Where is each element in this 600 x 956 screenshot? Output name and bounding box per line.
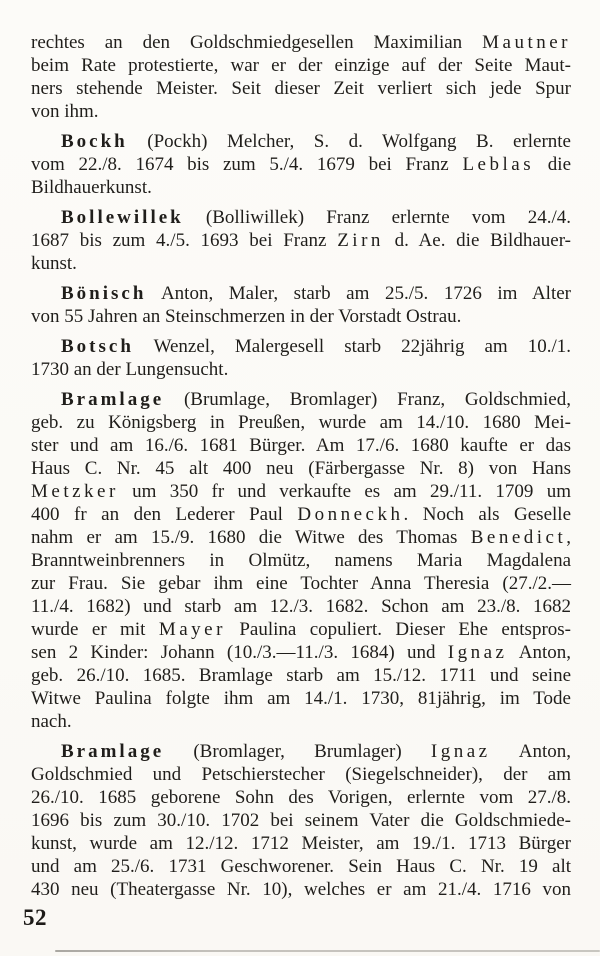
- text-block: [31, 31, 571, 901]
- text-segment: rechtes an den Goldschmiedgesellen Maximilian: [31, 32, 483, 53]
- text-line: [31, 855, 571, 878]
- text-line: [31, 388, 571, 411]
- text-line: [31, 282, 571, 305]
- entry-bollewillek: [31, 206, 571, 275]
- entry-boenisch: [31, 282, 571, 328]
- text-line: [31, 763, 571, 786]
- spaced-name: Mayer: [158, 619, 226, 640]
- text-line: [31, 740, 571, 763]
- text-line: [31, 130, 571, 153]
- text-segment: sen 2 Kinder: Johann (10./3.—11./3. 1684) und: [31, 642, 448, 663]
- text-segment: (Bromlager, Brumlager): [164, 741, 431, 762]
- text-segment: vom 22./8. 1674 bis zum 5./4. 1679 bei Franz: [31, 154, 463, 175]
- text-segment: nahm er am 15./9. 1680 die Witwe des Thomas: [31, 527, 471, 548]
- text-segment: Anton,: [490, 741, 571, 762]
- text-segment: Bildhauerkunst.: [31, 177, 152, 198]
- text-line: [31, 457, 571, 480]
- text-segment: (Pockh) Melcher, S. d. Wolfgang B. erlernte: [127, 131, 571, 152]
- spaced-name: Donneckh: [297, 504, 404, 525]
- text-segment: d. Ae. die Bildhauer-: [383, 230, 571, 251]
- text-line: [31, 687, 571, 710]
- text-segment: Branntweinbrenners in Olmütz, namens Maria Magdalena: [31, 550, 571, 571]
- text-line: [31, 411, 571, 434]
- text-line: [31, 641, 571, 664]
- headword: Bramlage: [61, 389, 165, 410]
- headword: Bramlage: [61, 741, 165, 762]
- text-segment: ners stehende Meister. Seit dieser Zeit verliert sich jede Spur: [31, 78, 571, 99]
- text-line: [31, 549, 571, 572]
- text-segment: nach.: [31, 711, 72, 732]
- spaced-name: Benedict: [470, 527, 567, 548]
- entry-botsch: [31, 335, 571, 381]
- text-segment: 400 fr an den Lederer Paul: [31, 504, 298, 525]
- text-segment: 1730 an der Lungensucht.: [31, 359, 229, 380]
- entry-bramlage-ignaz: [31, 740, 571, 901]
- text-segment: Goldschmied und Petschierstecher (Siegelschneider), der am: [31, 764, 571, 785]
- text-segment: (Bolliwillek) Franz erlernte vom 24./4.: [183, 207, 571, 228]
- spaced-name: Mautner: [482, 32, 571, 53]
- entry-bramlage-franz: [31, 388, 571, 733]
- text-line: [31, 832, 571, 855]
- text-line: [31, 480, 571, 503]
- page-number: 52: [23, 905, 47, 930]
- text-line: [31, 434, 571, 457]
- text-line: [31, 31, 571, 54]
- spaced-name: Ignaz: [430, 741, 491, 762]
- entry-continuation-mautner: [31, 31, 571, 123]
- text-segment: Wenzel, Malergesell starb 22jährig am 10./1.: [133, 336, 571, 357]
- scan-artifact-line: [55, 950, 600, 952]
- text-line: [31, 878, 571, 901]
- text-segment: Anton,: [507, 642, 572, 663]
- spaced-name: Metzker: [31, 481, 119, 502]
- text-line: [31, 305, 571, 328]
- text-segment: 1696 bis zum 30./10. 1702 bei seinem Vater die Goldschmiede-: [31, 810, 571, 831]
- text-segment: (Brumlage, Bromlager) Franz, Goldschmied,: [164, 389, 571, 410]
- text-line: [31, 526, 571, 549]
- text-line: [31, 809, 571, 832]
- text-segment: kunst, wurde am 12./12. 1712 Meister, am 19./1. 1713 Bürger: [31, 833, 571, 854]
- text-segment: die: [534, 154, 571, 175]
- text-segment: Haus C. Nr. 45 alt 400 neu (Färbergasse Nr. 8) von Hans: [31, 458, 571, 479]
- text-line: [31, 229, 571, 252]
- text-line: [31, 335, 571, 358]
- text-segment: 11./4. 1682) und starb am 12./3. 1682. Schon am 23./8. 1682: [31, 596, 571, 617]
- text-line: [31, 664, 571, 687]
- text-line: [31, 100, 571, 123]
- text-line: [31, 358, 571, 381]
- text-line: [31, 54, 571, 77]
- text-line: [31, 252, 571, 275]
- text-segment: von ihm.: [31, 101, 99, 122]
- spaced-name: Leblas: [462, 154, 535, 175]
- text-line: [31, 572, 571, 595]
- text-segment: wurde er mit: [31, 619, 159, 640]
- text-segment: 430 neu (Theatergasse Nr. 10), welches er am 21./4. 1716 von: [31, 879, 571, 900]
- text-segment: ster und am 16./6. 1681 Bürger. Am 17./6. 1680 kaufte er das: [31, 435, 571, 456]
- text-segment: und am 25./6. 1731 Geschworener. Sein Haus C. Nr. 19 alt: [31, 856, 571, 877]
- text-segment: geb. 26./10. 1685. Bramlage starb am 15./12. 1711 und seine: [31, 665, 571, 686]
- headword: Bockh: [61, 131, 128, 152]
- text-line: [31, 176, 571, 199]
- text-segment: um 350 fr und verkaufte es am 29./11. 1709 um: [118, 481, 571, 502]
- text-segment: geb. zu Königsberg in Preußen, wurde am 14./10. 1680 Mei-: [31, 412, 571, 433]
- text-line: [31, 77, 571, 100]
- text-line: [31, 786, 571, 809]
- text-segment: Paulina copuliert. Dieser Ehe entspros-: [225, 619, 571, 640]
- spaced-name: Ignaz: [447, 642, 508, 663]
- text-segment: . Noch als Geselle: [403, 504, 572, 525]
- headword: Bollewillek: [61, 207, 184, 228]
- text-segment: beim Rate protestierte, war er der einzige auf der Seite Maut-: [31, 55, 571, 76]
- text-segment: Anton, Maler, starb am 25./5. 1726 im Alter: [146, 283, 571, 304]
- text-segment: von 55 Jahren an Steinschmerzen in der Vorstadt Ostrau.: [31, 306, 462, 327]
- text-segment: Witwe Paulina folgte ihm am 14./1. 1730, 81jährig, im Tode: [31, 688, 571, 709]
- text-segment: kunst.: [31, 253, 77, 274]
- text-segment: ,: [566, 527, 571, 548]
- text-line: [31, 503, 571, 526]
- text-line: [31, 206, 571, 229]
- text-segment: zur Frau. Sie gebar ihm eine Tochter Anna Theresia (27./2.—: [31, 573, 571, 594]
- headword: Bönisch: [61, 283, 147, 304]
- text-line: [31, 595, 571, 618]
- spaced-name: Zirn: [337, 230, 384, 251]
- entry-bockh: [31, 130, 571, 199]
- text-segment: 1687 bis zum 4./5. 1693 bei Franz: [31, 230, 338, 251]
- text-segment: 26./10. 1685 geborene Sohn des Vorigen, erlernte vom 27./8.: [31, 787, 571, 808]
- text-line: [31, 618, 571, 641]
- headword: Botsch: [61, 336, 134, 357]
- text-line: [31, 153, 571, 176]
- text-line: [31, 710, 571, 733]
